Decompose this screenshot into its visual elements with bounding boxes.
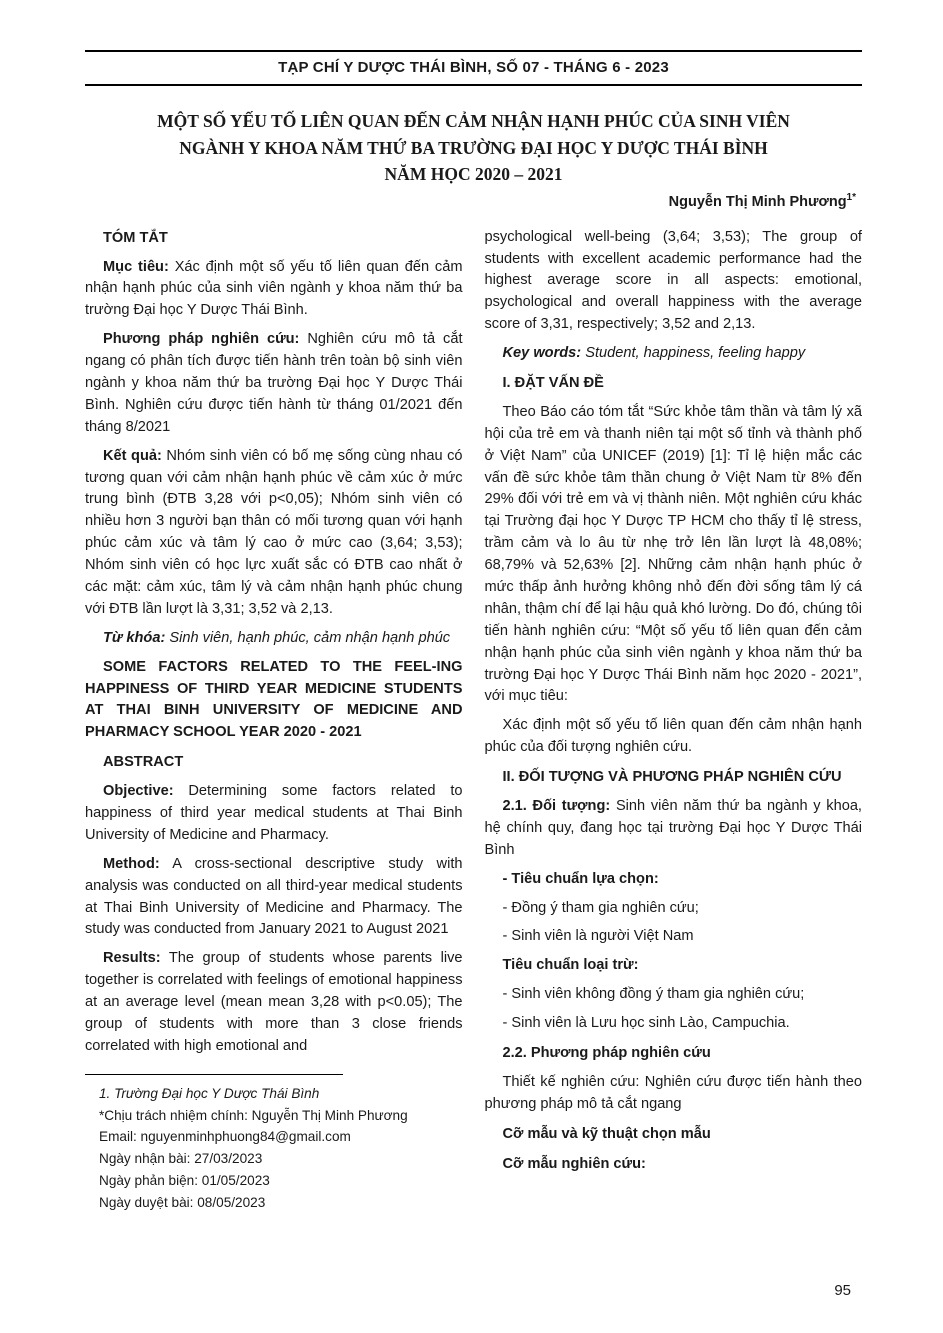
selection-criterion-2: - Sinh viên là người Việt Nam xyxy=(502,928,694,945)
footnote-corresponding-author: *Chịu trách nhiệm chính: Nguyễn Thị Minh Phương xyxy=(99,1107,408,1123)
objective-label-en: Objective: xyxy=(103,783,174,800)
journal-name: TẠP CHÍ Y DƯỢC THÁI BÌNH, SỐ 07 - THÁNG 6 - 2023 xyxy=(278,59,669,76)
objective-paragraph-vi xyxy=(85,257,463,323)
subjects-label: 2.1. Đối tượng: xyxy=(502,797,611,814)
keywords-text-en: Student, happiness, feeling happy xyxy=(585,345,806,362)
journal-header xyxy=(85,50,862,86)
method-text-vi: Nghiên cứu mô tả cắt ngang có phân tích được tiến hành trên toàn bộ sinh viên ngành y khoa năm thứ ba trường Đại học Y Dược Thái Bình. Nghiên cứu được tiến hành từ tháng 01/2021 đến tháng 8/2021 xyxy=(85,331,463,435)
objective-text-en: Determining some factors related to happiness of third year medical students at Thai Binh University of Medicine and Pharmacy. xyxy=(85,783,463,843)
method-label-vi: Phương pháp nghiên cứu: xyxy=(103,331,300,348)
subjects-paragraph xyxy=(485,796,863,862)
two-column-body xyxy=(85,220,862,1214)
results-text-en: The group of students whose parents live together is correlated with feelings of emotional happiness at an average level (mean mean 3,28 with p<0.05); The group of students with more than 3 close friends correlated with high emotional and xyxy=(85,950,463,1054)
sample-size-heading: Cỡ mẫu nghiên cứu: xyxy=(502,1155,646,1172)
footnote-block xyxy=(85,1083,463,1214)
method-text-en: A cross-sectional descriptive study with analysis was conducted on all third-year medical students at Thai Binh University of Medicine and Pharmacy. The study was conducted from January 2021 to August 2021 xyxy=(85,855,463,938)
article-title-line-3: NĂM HỌC 2020 – 2021 xyxy=(384,164,563,185)
keywords-paragraph-en xyxy=(485,343,863,365)
results-label-vi: Kết quả: xyxy=(103,447,162,464)
objective-label-vi: Mục tiêu: xyxy=(103,258,169,275)
keywords-text-vi: Sinh viên, hạnh phúc, cảm nhận hạnh phúc xyxy=(169,629,451,646)
abstract-heading-en: ABSTRACT xyxy=(103,754,184,771)
footnote-date-accepted: Ngày duyệt bài: 08/05/2023 xyxy=(99,1194,266,1210)
results-text-vi: Nhóm sinh viên có bố mẹ sống cùng nhau có tương quan với cảm nhận hạnh phúc về cảm xúc ở mức trung bình (ĐTB 3,28 với p<0,05); Nhóm sinh viên có nhiều hơn 3 người bạn thân có mối tương quan với hạnh phúc cảm xúc và tâm lý cao ở mức cao (3,64; 3,53); Nhóm sinh viên có học lực xuất sắc có ĐTB cao nhất ở các mặt: cảm xúc, tâm lý và cảm nhận hạnh phúc chung với ĐTB lần lượt là 3,31; 3,52 và 2,13. xyxy=(85,447,463,617)
left-column xyxy=(85,220,463,1214)
keywords-paragraph-vi xyxy=(85,628,463,650)
method-paragraph-vi xyxy=(85,329,463,438)
author-affiliation-mark: 1* xyxy=(846,191,856,203)
study-objective-paragraph: Xác định một số yếu tố liên quan đến cảm nhận hạnh phúc của đối tượng nghiên cứu. xyxy=(484,717,862,756)
subjects-text: Sinh viên năm thứ ba ngành y khoa, hệ chính quy, đang học tại trường Đại học Y Dược Thái Bình xyxy=(484,797,862,858)
article-title-line-2: NGÀNH Y KHOA NĂM THỨ BA TRƯỜNG ĐẠI HỌC Y DƯỢC THÁI BÌNH xyxy=(179,137,768,158)
footnote-date-received: Ngày nhận bài: 27/03/2023 xyxy=(99,1151,263,1167)
footnote-separator-rule xyxy=(85,1074,343,1075)
results-paragraph-vi xyxy=(85,446,463,621)
selection-criteria-heading: - Tiêu chuẩn lựa chọn: xyxy=(502,870,659,887)
abstract-heading-vi: TÓM TẮT xyxy=(103,229,168,246)
exclusion-criterion-2: - Sinh viên là Lưu học sinh Lào, Campuchia. xyxy=(502,1015,790,1032)
sample-size-technique-heading: Cỡ mẫu và kỹ thuật chọn mẫu xyxy=(502,1125,711,1142)
author-line xyxy=(85,192,856,210)
keywords-label-en: Key words: xyxy=(502,345,582,362)
results-label-en: Results: xyxy=(103,950,161,967)
exclusion-criteria-heading: Tiêu chuẩn loại trừ: xyxy=(502,957,639,974)
section-2-heading: II. ĐỐI TƯỢNG VÀ PHƯƠNG PHÁP NGHIÊN CỨU xyxy=(502,769,842,786)
exclusion-criterion-1: - Sinh viên không đồng ý tham gia nghiên cứu; xyxy=(502,986,805,1003)
methods-subsection-heading: 2.2. Phương pháp nghiên cứu xyxy=(502,1045,711,1061)
keywords-label-vi: Từ khóa: xyxy=(103,629,166,646)
results-paragraph-en xyxy=(85,948,463,1057)
selection-criterion-1: - Đồng ý tham gia nghiên cứu; xyxy=(502,899,699,916)
study-design-paragraph: Thiết kế nghiên cứu: Nghiên cứu được tiến hành theo phương pháp mô tả cắt ngang xyxy=(484,1073,862,1112)
footnote-affiliation: 1. Trường Đại học Y Dược Thái Bình xyxy=(99,1085,320,1101)
method-paragraph-en xyxy=(85,854,463,942)
right-column xyxy=(485,220,863,1214)
section-1-heading: I. ĐẶT VẤN ĐỀ xyxy=(502,374,604,391)
author-name: Nguyễn Thị Minh Phương xyxy=(668,193,847,210)
objective-paragraph-en xyxy=(85,781,463,847)
objective-text-vi: Xác định một số yếu tố liên quan đến cảm nhận hạnh phúc của sinh viên ngành y khoa năm thứ ba trường Đại học Y Dược Thái Bình. xyxy=(85,258,463,319)
page-number: 95 xyxy=(834,1282,851,1299)
article-title-english: SOME FACTORS RELATED TO THE FEEL-ING HAPPINESS OF THIRD YEAR MEDICINE STUDENTS AT THAI BINH UNIVERSITY OF MEDICINE AND PHARMACY SCHOOL YEAR 2020 - 2021 xyxy=(85,658,463,741)
footnote-email: Email: nguyenminhphuong84@gmail.com xyxy=(99,1129,351,1145)
introduction-paragraph: Theo Báo cáo tóm tắt “Sức khỏe tâm thần và tâm lý xã hội của trẻ em và thanh niên tại một số tỉnh và thành phố ở Việt Nam” của UNICEF (2019) [1]: Tỉ lệ hiện mắc các vấn đề sức khỏe tâm thần chung ở Việt Nam từ 8% đến 29% đối với trẻ em và vị thành niên. Một nghiên cứu khác tại Trường đại học Y Dược TP HCM cho thấy tỉ lệ stress, trầm cảm và lo âu từ nhẹ trở lên lần lượt là 48,08%; 68,79% và 52,63% [2]. Những cảm nhận hạnh phúc ở mức thấp ảnh hưởng không nhỏ đến đời sống tâm lý cá nhân, thậm chí để lại hậu quả khó lường. Do đó, chúng tôi tiến hành nghiên cứu: “Một số yếu tố liên quan đến cảm nhận hạnh phúc của sinh viên ngành y khoa năm thứ ba trường Đại học Y Dược Thái Bình năm học 2020 - 2021”, với mục tiêu: xyxy=(484,403,862,705)
article-title-line-1: MỘT SỐ YẾU TỐ LIÊN QUAN ĐẾN CẢM NHẬN HẠNH PHÚC CỦA SINH VIÊN xyxy=(157,111,790,131)
footnote-date-reviewed: Ngày phản biện: 01/05/2023 xyxy=(99,1172,270,1188)
results-continuation-paragraph: psychological well-being (3,64; 3,53); The group of students with excellent academic performance had the highest average score in all aspects: emotional, psychological and overall happiness with the average score of 3,31, respectively; 3,52 and 2,13. xyxy=(484,228,862,333)
method-label-en: Method: xyxy=(103,855,160,872)
article-title xyxy=(85,108,862,188)
